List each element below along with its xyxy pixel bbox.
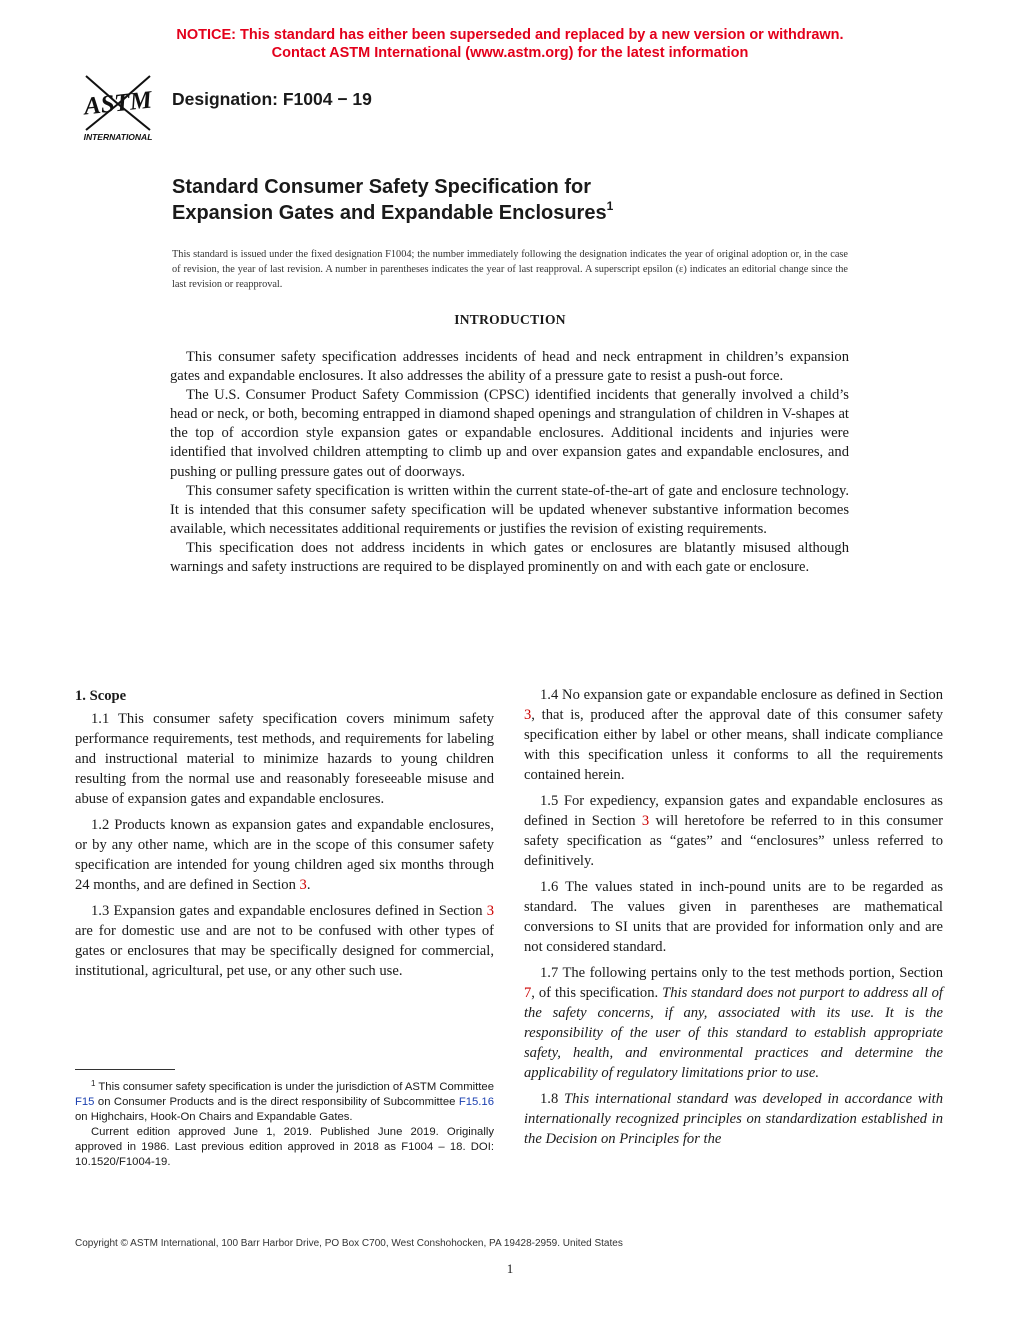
title-footnote-mark: 1 [606, 199, 614, 213]
section-1-7-text-a: 1.7 The following pertains only to the test methods portion, Section [540, 965, 943, 982]
section-1-5-text-b: will heretofore be referred to in this consumer safety specification as “gates” and “enclosures” unless referred to definitively. [524, 812, 943, 869]
footnote-divider [75, 1069, 175, 1070]
committee-f15-link[interactable]: F15 [75, 1096, 95, 1109]
title-line-2 [172, 200, 613, 226]
intro-paragraph: This consumer safety specification is written within the current state-of-the-art of gate and enclosure technology. It is intended that this consumer safety specification will be updated whenever substantive information becomes available, which necessitates additional requirements or justifies the revision of existing requirements. [170, 482, 849, 537]
astm-logo-subtext: INTERNATIONAL [83, 132, 153, 142]
section-1-7 [524, 964, 943, 1083]
introduction-heading: INTRODUCTION [454, 312, 566, 327]
footnote-jurisdiction [75, 1080, 494, 1125]
footnote-text-b: on Consumer Products and is the direct responsibility of Subcommittee [94, 1096, 459, 1109]
left-column [75, 686, 494, 988]
designation: Designation: F1004 − 19 [172, 89, 372, 109]
intro-paragraph: This consumer safety specification addresses incidents of head and neck entrapment in children’s expansion gates and expandable enclosures. It also addresses the ability of a pressure gate to resist a push-out force. [170, 349, 849, 385]
footnote-text-a: This consumer safety specification is under the jurisdiction of ASTM Committee [95, 1081, 494, 1093]
section-1-4-text-b: , that is, produced after the approval date of this consumer safety specification either by label or other means, shall indicate compliance with this specification unless it conforms to all the requirements contained herein. [524, 706, 943, 783]
astm-logo-letters: ASTM [82, 86, 154, 121]
section-1-2-text-b: . [306, 876, 311, 893]
section-1-4-text-a: 1.4 No expansion gate or expandable enclosure as defined in Section [540, 687, 943, 703]
section-1-3 [75, 902, 494, 982]
section-1-7-text-b: , of this specification. [531, 985, 663, 1002]
section-1-8-text-a: 1.8 [540, 1091, 565, 1108]
footnote [75, 1080, 494, 1171]
section-3-link[interactable]: 3 [299, 876, 307, 893]
section-1-1: 1.1 This consumer safety specification covers minimum safety performance requirements, test methods, and requirements for labeling and instructional material to minimize hazards to young children resulting from the normal use and reasonably foreseeable misuse and abuse of expansion gates and expandable enclosures. [75, 711, 494, 807]
subcommittee-f15-16-link[interactable]: F15.16 [458, 1096, 494, 1109]
section-3-link[interactable]: 3 [486, 903, 494, 920]
section-1-5 [524, 792, 943, 872]
notice-line-2: Contact ASTM International (www.astm.org) for the latest information [271, 45, 749, 61]
section-1-8 [524, 1090, 943, 1150]
issuance-statement: This standard is issued under the fixed designation F1004; the number immediately following the designation indicates the year of original adoption or, in the case of revision, the year of last revision. A number in parentheses indicates the year of last reapproval. A superscript epsilon (ε) indicates an editorial change since the last revision or reapproval. [172, 249, 848, 290]
section-1-2-text-a: 1.2 Products known as expansion gates and expandable enclosures, or by any other name, which are in the scope of this consumer safety specification are intended for young children aged six months through 24 months, and are defined in Section [75, 817, 494, 893]
section-1-3-text-a: 1.3 Expansion gates and expandable enclosures defined in Section [91, 903, 487, 920]
document-title [172, 174, 613, 226]
footnote-mark: 1 [91, 1079, 96, 1088]
withdrawal-notice [0, 26, 1020, 62]
title-line-2-text: Expansion Gates and Expandable Enclosures [172, 202, 607, 224]
section-3-link[interactable]: 3 [524, 706, 532, 723]
footnote-text-c: on Highchairs, Hook-On Chairs and Expandable Gates. [75, 1111, 353, 1124]
section-1-6: 1.6 The values stated in inch-pound units are to be regarded as standard. The values given in parentheses are mathematical conversions to SI units that are provided for information only and are not considered standard. [524, 879, 943, 955]
section-1-2 [75, 816, 494, 896]
copyright-line: Copyright © ASTM International, 100 Barr Harbor Drive, PO Box C700, West Conshohocken, PA 19428-2959. United States [75, 1238, 623, 1249]
astm-logo [72, 70, 164, 144]
scope-heading: 1. Scope [75, 688, 127, 704]
title-line-1: Standard Consumer Safety Specification for [172, 176, 591, 198]
introduction-body [170, 348, 849, 577]
intro-paragraph: This specification does not address incidents in which gates or enclosures are blatantly misused although warnings and safety instructions are required to be displayed prominently on and with each gate or enclosure. [170, 539, 849, 576]
section-7-link[interactable]: 7 [524, 985, 532, 1002]
section-1-8-italic: This international standard was developed in accordance with internationally recognized principles on standardization established in the Decision on Principles for the [524, 1091, 944, 1148]
section-3-link[interactable]: 3 [641, 812, 650, 829]
notice-line-1: NOTICE: This standard has either been superseded and replaced by a new version or withdrawn. [176, 27, 844, 43]
section-1-5-text-a: 1.5 For expediency, expansion gates and expandable enclosures as defined in Section [524, 793, 943, 829]
page-number: 1 [506, 1261, 514, 1276]
footnote-edition: Current edition approved June 1, 2019. Published June 2019. Originally approved in 1986. Last previous edition approved in 2018 as F1004 – 18. DOI: 10.1520/F1004-19. [75, 1126, 494, 1169]
section-1-3-text-b: are for domestic use and are not to be confused with other types of gates or enclosures that may be specifically designed for commercial, institutional, agricultural, pet use, or any other such use. [75, 923, 494, 979]
section-1-4 [524, 686, 943, 786]
right-column [524, 686, 943, 1156]
section-1-7-italic: This standard does not purport to address all of the safety concerns, if any, associated with its use. It is the responsibility of the user of this standard to establish appropriate safety, health, and environmental practices and determine the applicability of regulatory limitations prior to use. [524, 985, 943, 1081]
intro-paragraph: The U.S. Consumer Product Safety Commission (CPSC) identified incidents that generally involved a child’s head or neck, or both, becoming entrapped in diamond shaped openings and strangulation of children in V-shapes at the top of accordion style expansion gates or expandable enclosures. Additional incidents and injuries were identified that involved children attempting to climb up and over expansion gates and expandable enclosures, and pushing or pulling pressure gates out of doorways. [170, 387, 849, 480]
